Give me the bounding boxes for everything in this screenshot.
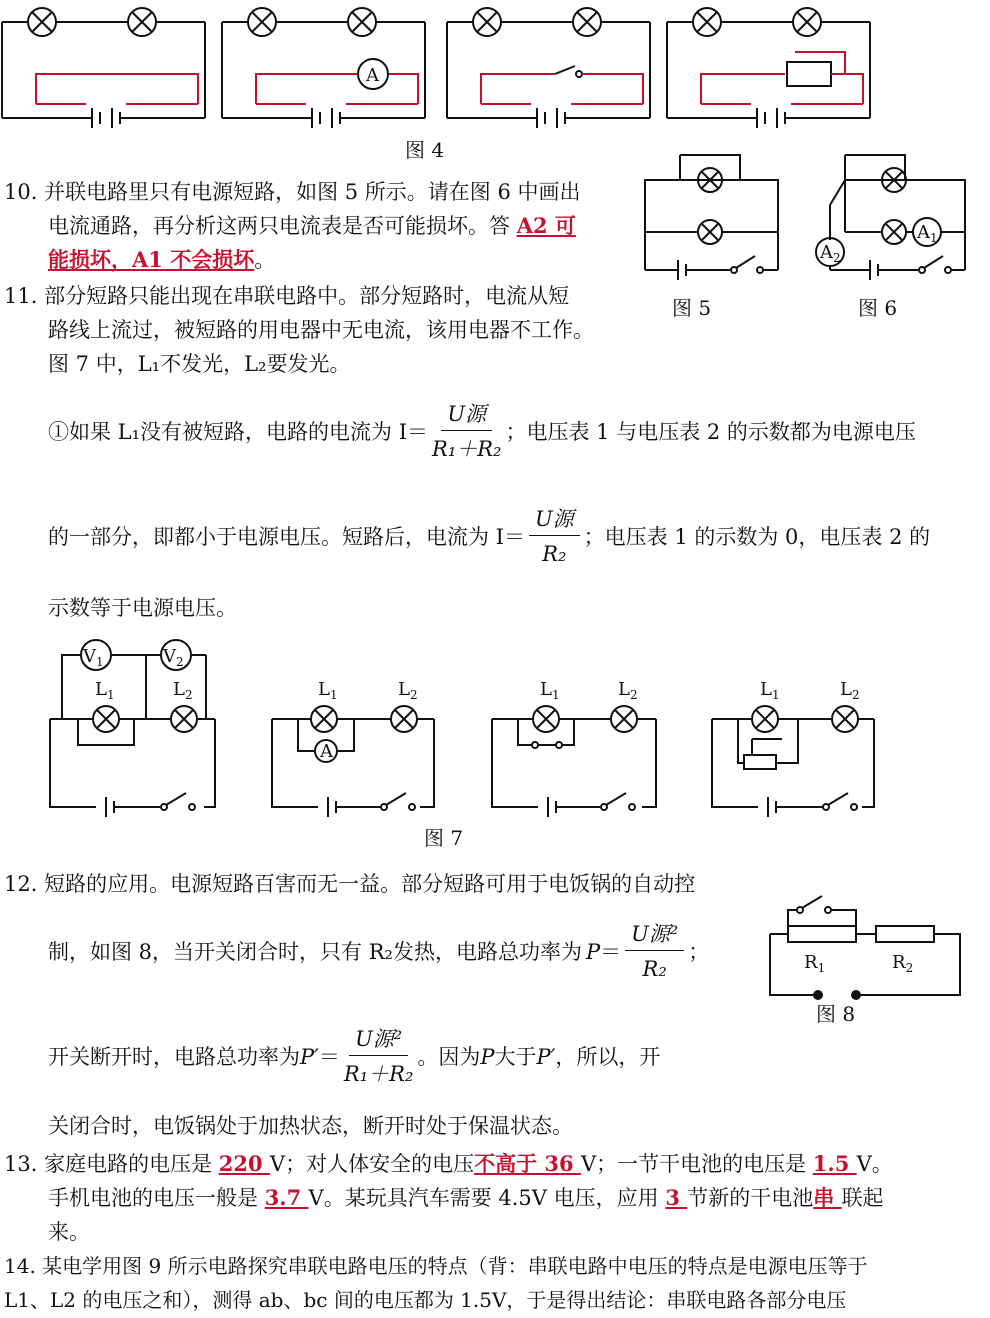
a1-label: $A_1$ (917, 222, 938, 245)
svg-text:L2: $L_2$ (618, 679, 638, 702)
svg-text:L2: $L_2$ (173, 679, 193, 702)
q12-paragraph-1: 制，如图 8，当开关闭合时，只有 R₂发热，电路总功率为 P ＝ $\frac{\text{U源²}}{\text{R₂}}$ ； (48, 922, 710, 981)
q10-line-1: 10. 并联电路里只有电源短路，如图 5 所示。请在图 6 中画出 (4, 180, 581, 204)
q13-line-3: 来。 (48, 1220, 90, 1244)
formula-power-closed: $\frac{\text{U源²}}{\text{R₂}}$ (625, 920, 684, 983)
q14-line-1: 14. 某电学用图 9 所示电路探究串联电路电压的特点（背：串联电路中电压的特点是电源电压等于 (4, 1254, 868, 1278)
q13-line-1: 13. 家庭电路的电压是 220 V；对人体安全的电压不高于 36 V；一节干电池的电压是 1.5 V。 (4, 1151, 893, 1176)
q11-line-1: 11. 部分短路只能出现在串联电路中。部分短路时，电流从短 (4, 284, 570, 308)
q11-line-2: 路线上流过，被短路的用电器中无电流，该用电器不工作。 (48, 318, 594, 342)
svg-text:L1: $L_1$ (95, 679, 115, 702)
svg-text:R1: $R_1$ (804, 952, 826, 975)
figure-5-caption: 图 5 (672, 296, 712, 320)
figure-8-circuit (768, 892, 968, 1002)
fig7-circuit-rheostat (712, 679, 874, 817)
figure-4-caption: 图 4 (405, 138, 445, 162)
q10-line-3: 能损坏，A1 不会损坏。 (48, 247, 276, 272)
fig7-circuit-voltmeters (50, 640, 215, 817)
q12-paragraph-2: 开关断开时，电路总功率为 P′ ＝ $\frac{\text{U源²}}{\text{R₁＋R₂}}$ 。因为 P 大于 P′ ，所以，开 (48, 1027, 661, 1086)
formula-current-short: $\frac{\text{U源}}{\text{R₂}}$ (529, 505, 580, 568)
figure-5-circuit (640, 150, 790, 290)
q11-paragraph-3: 示数等于电源电压。 (48, 596, 237, 620)
figure-7-caption: 图 7 (424, 826, 464, 850)
fig7-circuit-ammeter (272, 679, 434, 817)
q11-line-3: 图 7 中，L₁不发光，L₂要发光。 (48, 352, 351, 376)
svg-text:A: A (366, 65, 379, 86)
svg-text:R2: $R_2$ (892, 952, 914, 975)
q11-paragraph-2: 的一部分，即都小于电源电压。短路后，电流为 I＝ $\frac{\text{U源}}{\text{R₂}}$ ；电压表 1 的示数为 0，电压表 2 的 (48, 507, 931, 566)
q14-line-2: L1、L2 的电压之和），测得 ab、bc 间的电压都为 1.5V，于是得出结论：串联电路各部分电压 (4, 1288, 847, 1312)
answer-3: 3 (665, 1185, 688, 1210)
q12-line-1: 12. 短路的应用。电源短路百害而无一益。部分短路可用于电饭锅的自动控 (4, 872, 696, 896)
formula-power-open: $\frac{\text{U源²}}{\text{R₁＋R₂}}$ (343, 1027, 414, 1086)
answer-36: 不高于 36 (474, 1151, 581, 1176)
svg-text:L1: $L_1$ (318, 679, 338, 702)
answer-3-7: 3.7 (264, 1185, 309, 1210)
svg-text:L1: $L_1$ (540, 679, 560, 702)
q12-paragraph-3: 关闭合时，电饭锅处于加热状态，断开时处于保温状态。 (48, 1114, 573, 1138)
svg-text:L2: $L_2$ (398, 679, 418, 702)
svg-text:A: A (320, 741, 333, 762)
q11-paragraph-1: ①如果 L₁没有被短路，电路的电流为 I＝ $\frac{\text{U源}}{\text{R₁＋R₂}}$ ；电压表 1 与电压表 2 的示数都为电源电压 (48, 402, 916, 461)
figure-6-circuit (810, 150, 980, 290)
svg-text:L1: $L_1$ (760, 679, 780, 702)
svg-text:V2: $V_2$ (163, 646, 184, 669)
figure-8-caption: 图 8 (816, 1002, 856, 1026)
answer-220: 220 (218, 1151, 270, 1176)
formula-current-series: $\frac{\text{U源}}{\text{R₁＋R₂}}$ (432, 402, 502, 461)
answer-1-5: 1.5 (812, 1151, 857, 1176)
q10-answer-b: 能损坏，A1 不会损坏 (48, 247, 255, 272)
svg-text:V1: $V_1$ (83, 646, 104, 669)
q13-line-2: 手机电池的电压一般是 3.7 V。某玩具汽车需要 4.5V 电压，应用 3 节新的干电池串 联起 (48, 1185, 884, 1210)
q10-answer-a: A2 可 (516, 213, 576, 238)
answer-series: 串 (813, 1185, 842, 1210)
svg-text:L2: $L_2$ (840, 679, 860, 702)
a2-label: $A_2$ (820, 242, 841, 265)
figure-7-circuits (0, 635, 990, 815)
fig7-circuit-switch (492, 679, 656, 817)
figure-4-circuits (0, 0, 990, 140)
q10-line-2: 电流通路，再分析这两只电流表是否可能损坏。答 A2 可 (48, 213, 576, 238)
figure-6-caption: 图 6 (858, 296, 898, 320)
